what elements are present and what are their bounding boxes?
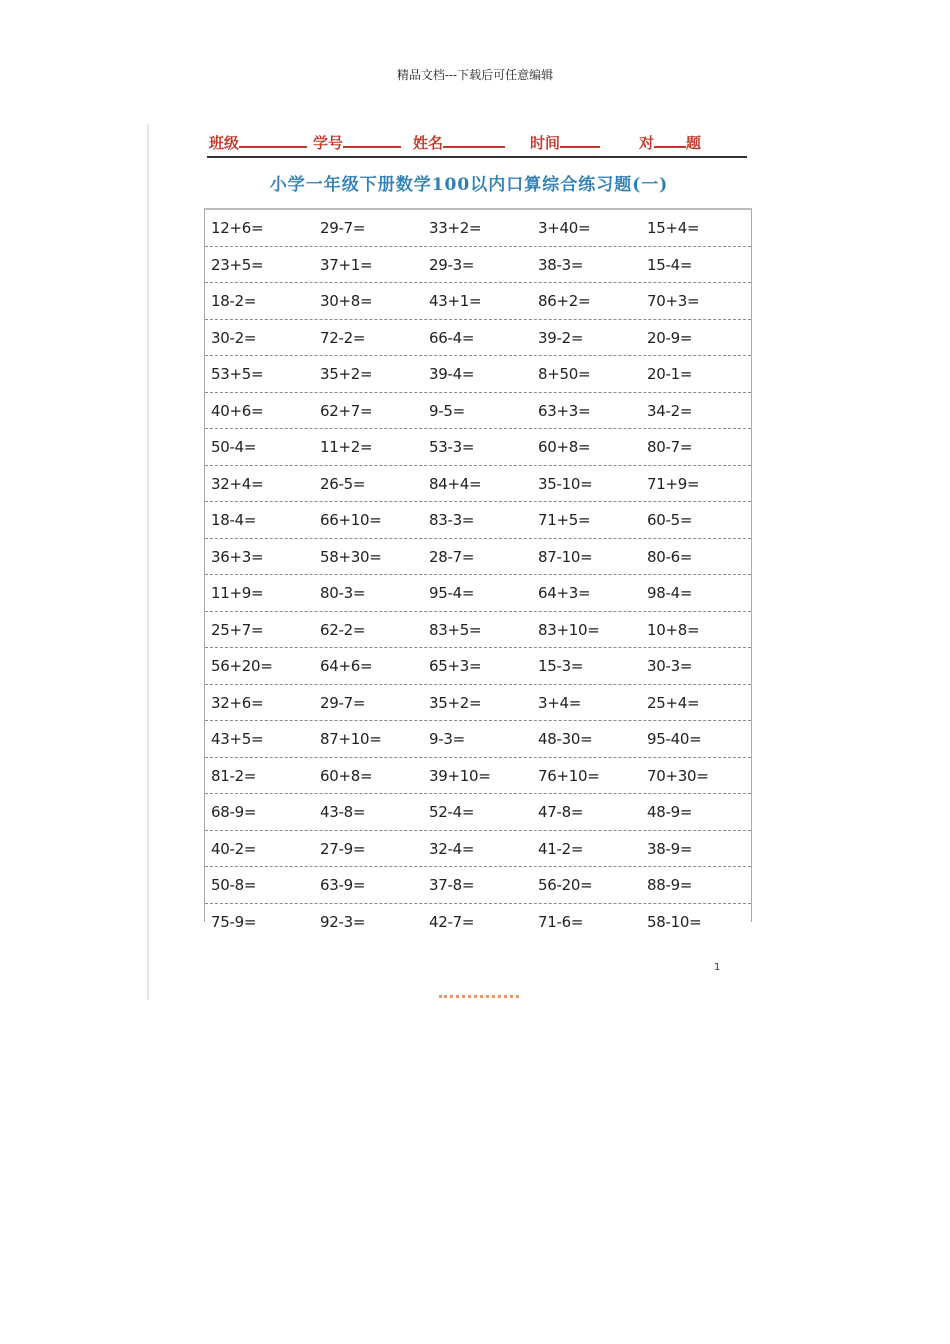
- time-label: 时间: [530, 134, 561, 152]
- problem-row: [205, 539, 751, 576]
- problem-row: [205, 612, 751, 649]
- problem-cell: 32+4=: [211, 474, 264, 493]
- problem-cell: 35+2=: [320, 365, 373, 383]
- problem-row: [205, 904, 751, 940]
- problem-row: [205, 575, 751, 612]
- problem-cell: 63-9=: [320, 876, 366, 894]
- problem-row: [205, 210, 751, 247]
- problem-cell: 15-3=: [538, 657, 584, 675]
- problem-row: [205, 721, 751, 758]
- problem-cell: 71-6=: [538, 912, 584, 931]
- student-no-label: 学号: [313, 134, 344, 152]
- question-label: 题: [686, 134, 702, 152]
- problem-cell: 71+5=: [538, 511, 591, 529]
- problem-cell: 9-3=: [429, 730, 465, 748]
- problem-cell: 36+3=: [211, 547, 264, 566]
- problem-cell: 50-4=: [211, 438, 257, 456]
- problem-cell: 9-5=: [429, 401, 465, 420]
- problem-cell: 34-2=: [647, 401, 693, 420]
- problem-cell: 87+10=: [320, 730, 382, 748]
- problem-cell: 53+5=: [211, 365, 264, 383]
- problem-cell: 38-3=: [538, 255, 584, 274]
- problem-cell: 18-2=: [211, 292, 257, 310]
- problem-cell: 95-4=: [429, 584, 475, 602]
- problem-cell: 27-9=: [320, 839, 366, 858]
- problem-cell: 62-2=: [320, 620, 366, 639]
- problem-cell: 33+2=: [429, 219, 482, 237]
- problem-row: [205, 648, 751, 685]
- problem-cell: 58-10=: [647, 912, 702, 931]
- problem-row: [205, 320, 751, 357]
- problem-row: [205, 393, 751, 430]
- problem-cell: 43-8=: [320, 803, 366, 821]
- problem-cell: 30-2=: [211, 328, 257, 347]
- document-header: 精品文档---下载后可任意编辑: [396, 68, 554, 82]
- bottom-decoration: [439, 995, 519, 1003]
- problem-cell: 66+10=: [320, 511, 382, 529]
- problem-cell: 95-40=: [647, 730, 702, 748]
- problem-cell: 39-2=: [538, 328, 584, 347]
- problem-cell: 87-10=: [538, 547, 593, 566]
- problem-cell: 23+5=: [211, 255, 264, 274]
- student-no-field: [313, 132, 401, 153]
- problem-cell: 53-3=: [429, 438, 475, 456]
- page-number: 1: [714, 962, 721, 973]
- class-field: [209, 132, 307, 153]
- problem-row: [205, 283, 751, 320]
- problem-cell: 64+3=: [538, 584, 591, 602]
- time-field: [530, 132, 600, 153]
- correct-label: 对: [639, 134, 655, 152]
- problem-cell: 72-2=: [320, 328, 366, 347]
- problem-cell: 58+30=: [320, 547, 382, 566]
- problem-cell: 76+10=: [538, 766, 600, 785]
- problem-row: [205, 867, 751, 904]
- problem-cell: 12+6=: [211, 219, 264, 237]
- problem-cell: 80-6=: [647, 547, 693, 566]
- problem-cell: 80-7=: [647, 438, 693, 456]
- problem-cell: 52-4=: [429, 803, 475, 821]
- problem-row: [205, 685, 751, 722]
- problem-cell: 30-3=: [647, 657, 693, 675]
- problem-cell: 56+20=: [211, 657, 273, 675]
- problem-cell: 81-2=: [211, 766, 257, 785]
- problem-cell: 83+10=: [538, 620, 600, 639]
- student-info-row: [207, 132, 747, 158]
- problem-cell: 35-10=: [538, 474, 593, 493]
- problem-row: [205, 356, 751, 393]
- problem-row: [205, 247, 751, 284]
- problem-cell: 70+3=: [647, 292, 700, 310]
- problem-cell: 28-7=: [429, 547, 475, 566]
- problem-cell: 88-9=: [647, 876, 693, 894]
- problem-cell: 64+6=: [320, 657, 373, 675]
- problem-cell: 98-4=: [647, 584, 693, 602]
- problem-cell: 30+8=: [320, 292, 373, 310]
- problem-cell: 35+2=: [429, 693, 482, 712]
- problem-cell: 11+9=: [211, 584, 264, 602]
- class-label: 班级: [209, 134, 240, 152]
- problem-cell: 18-4=: [211, 511, 257, 529]
- problem-cell: 83-3=: [429, 511, 475, 529]
- problem-cell: 60-5=: [647, 511, 693, 529]
- problem-cell: 15-4=: [647, 255, 693, 274]
- problem-cell: 70+30=: [647, 766, 709, 785]
- problem-cell: 86+2=: [538, 292, 591, 310]
- problem-row: [205, 831, 751, 868]
- name-field: [413, 132, 505, 153]
- problem-cell: 71+9=: [647, 474, 700, 493]
- problem-cell: 66-4=: [429, 328, 475, 347]
- problem-row: [205, 466, 751, 503]
- worksheet-title: 小学一年级下册数学100以内口算综合练习题(一): [269, 175, 669, 195]
- problem-cell: 39+10=: [429, 766, 491, 785]
- problem-cell: 48-9=: [647, 803, 693, 821]
- problem-grid: [204, 208, 752, 931]
- problem-cell: 60+8=: [320, 766, 373, 785]
- problem-cell: 3+4=: [538, 693, 582, 712]
- problem-cell: 40-2=: [211, 839, 257, 858]
- problem-cell: 38-9=: [647, 839, 693, 858]
- problem-cell: 42-7=: [429, 912, 475, 931]
- problem-cell: 29-7=: [320, 693, 366, 712]
- problem-cell: 68-9=: [211, 803, 257, 821]
- problem-cell: 62+7=: [320, 401, 373, 420]
- problem-cell: 20-9=: [647, 328, 693, 347]
- problem-cell: 39-4=: [429, 365, 475, 383]
- problem-cell: 50-8=: [211, 876, 257, 894]
- problem-cell: 41-2=: [538, 839, 584, 858]
- problem-cell: 40+6=: [211, 401, 264, 420]
- worksheet-scan: [147, 124, 789, 1000]
- problem-cell: 25+7=: [211, 620, 264, 639]
- problem-cell: 8+50=: [538, 365, 591, 383]
- problem-cell: 48-30=: [538, 730, 593, 748]
- problem-row: [205, 429, 751, 466]
- problem-cell: 32+6=: [211, 693, 264, 712]
- problem-cell: 32-4=: [429, 839, 475, 858]
- problem-cell: 29-7=: [320, 219, 366, 237]
- problem-cell: 65+3=: [429, 657, 482, 675]
- problem-cell: 10+8=: [647, 620, 700, 639]
- name-label: 姓名: [413, 134, 444, 152]
- problem-cell: 63+3=: [538, 401, 591, 420]
- problem-cell: 11+2=: [320, 438, 373, 456]
- problem-cell: 47-8=: [538, 803, 584, 821]
- problem-cell: 29-3=: [429, 255, 475, 274]
- problem-cell: 3+40=: [538, 219, 591, 237]
- problem-cell: 83+5=: [429, 620, 482, 639]
- problem-cell: 43+1=: [429, 292, 482, 310]
- problem-cell: 84+4=: [429, 474, 482, 493]
- problem-row: [205, 794, 751, 831]
- problem-cell: 20-1=: [647, 365, 693, 383]
- problem-cell: 26-5=: [320, 474, 366, 493]
- problem-cell: 92-3=: [320, 912, 366, 931]
- problem-cell: 25+4=: [647, 693, 700, 712]
- problem-cell: 15+4=: [647, 219, 700, 237]
- problem-cell: 75-9=: [211, 912, 257, 931]
- problem-cell: 37-8=: [429, 876, 475, 894]
- problem-cell: 80-3=: [320, 584, 366, 602]
- problem-cell: 43+5=: [211, 730, 264, 748]
- problem-cell: 37+1=: [320, 255, 373, 274]
- problem-row: [205, 502, 751, 539]
- problem-cell: 60+8=: [538, 438, 591, 456]
- score-field: [639, 132, 701, 153]
- problem-cell: 56-20=: [538, 876, 593, 894]
- problem-row: [205, 758, 751, 795]
